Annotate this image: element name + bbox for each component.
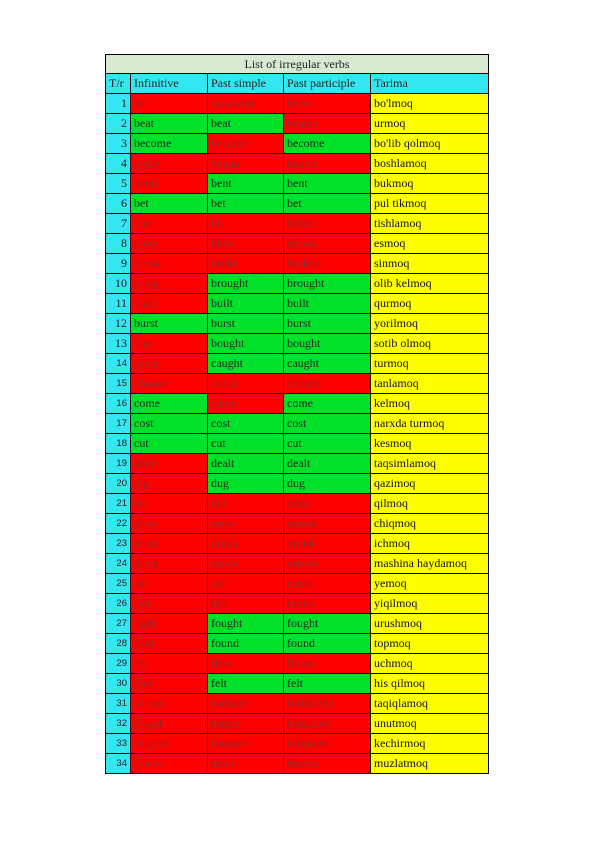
past-simple-cell: came [208,394,284,414]
translation-cell: boshlamoq [371,154,489,174]
infinitive-cell: catch [131,354,208,374]
table-title: List of irregular verbs [106,55,489,74]
translation-cell: kelmoq [371,394,489,414]
past-simple-cell: drew [208,514,284,534]
past-simple-cell: fell [208,594,284,614]
table-row [106,274,489,294]
translation-cell: taqiqlamoq [371,694,489,714]
past-participle-cell: been [284,94,371,114]
infinitive-cell: dig [131,474,208,494]
row-number-cell: 5 [106,174,131,194]
past-simple-cell: became [208,134,284,154]
infinitive-cell: be [131,94,208,114]
translation-cell: ichmoq [371,534,489,554]
table-row [106,254,489,274]
past-participle-cell: driven [284,554,371,574]
row-number-cell: 21 [106,494,131,514]
row-number-cell: 17 [106,414,131,434]
past-participle-cell: forgiven [284,734,371,754]
translation-cell: kesmoq [371,434,489,454]
row-number-cell: 14 [106,354,131,374]
past-simple-cell: burst [208,314,284,334]
header-past-participle: Past participle [284,74,371,94]
row-number-cell: 26 [106,594,131,614]
table-row [106,154,489,174]
infinitive-cell: drink [131,534,208,554]
past-simple-cell: ate [208,574,284,594]
infinitive-cell: cut [131,434,208,454]
row-number-cell: 22 [106,514,131,534]
translation-cell: olib kelmoq [371,274,489,294]
row-number-cell: 20 [106,474,131,494]
table-row [106,614,489,634]
row-number-cell: 16 [106,394,131,414]
past-participle-cell: fallen [284,594,371,614]
translation-cell: turmoq [371,354,489,374]
past-participle-cell: done [284,494,371,514]
row-number-cell: 11 [106,294,131,314]
past-participle-cell: frozen [284,754,371,774]
table-row [106,214,489,234]
translation-cell: urmoq [371,114,489,134]
row-number-cell: 29 [106,654,131,674]
translation-cell: esmoq [371,234,489,254]
row-number-cell: 28 [106,634,131,654]
infinitive-cell: freeze [131,754,208,774]
infinitive-cell: bite [131,214,208,234]
past-simple-cell: caught [208,354,284,374]
past-simple-cell: forgot [208,714,284,734]
past-participle-cell: bought [284,334,371,354]
past-simple-cell: bit [208,214,284,234]
translation-cell: pul tikmoq [371,194,489,214]
header-number: T/r [106,74,131,94]
infinitive-cell: do [131,494,208,514]
table-row [106,414,489,434]
translation-cell: topmoq [371,634,489,654]
past-participle-cell: chosen [284,374,371,394]
past-participle-cell: built [284,294,371,314]
table-row [106,754,489,774]
infinitive-cell: build [131,294,208,314]
table-row [106,674,489,694]
translation-cell: tanlamoq [371,374,489,394]
past-simple-cell: did [208,494,284,514]
row-number-cell: 13 [106,334,131,354]
past-simple-cell: forbade [208,694,284,714]
past-participle-cell: beaten [284,114,371,134]
header-past-simple: Past simple [208,74,284,94]
past-simple-cell: bet [208,194,284,214]
infinitive-cell: forgive [131,734,208,754]
infinitive-cell: begin [131,154,208,174]
past-simple-cell: chose [208,374,284,394]
translation-cell: kechirmoq [371,734,489,754]
row-number-cell: 31 [106,694,131,714]
translation-cell: bo'lib qolmoq [371,134,489,154]
past-participle-cell: come [284,394,371,414]
table-row [106,314,489,334]
translation-cell: chiqmoq [371,514,489,534]
infinitive-cell: become [131,134,208,154]
past-simple-cell: dealt [208,454,284,474]
table-row [106,514,489,534]
past-simple-cell: bent [208,174,284,194]
table-row [106,114,489,134]
row-number-cell: 27 [106,614,131,634]
table-body [106,55,489,774]
row-number-cell: 19 [106,454,131,474]
translation-cell: urushmoq [371,614,489,634]
past-participle-cell: caught [284,354,371,374]
past-simple-cell: drank [208,534,284,554]
past-participle-cell: bent [284,174,371,194]
infinitive-cell: buy [131,334,208,354]
past-simple-cell: cut [208,434,284,454]
table-row [106,94,489,114]
translation-cell: qazimoq [371,474,489,494]
translation-cell: yiqilmoq [371,594,489,614]
translation-cell: qilmoq [371,494,489,514]
infinitive-cell: deal [131,454,208,474]
past-simple-cell: was/were [208,94,284,114]
past-participle-cell: bitten [284,214,371,234]
table-row [106,474,489,494]
past-participle-cell: fought [284,614,371,634]
infinitive-cell: draw [131,514,208,534]
past-simple-cell: blew [208,234,284,254]
table-row [106,734,489,754]
infinitive-cell: choose [131,374,208,394]
table-row [106,294,489,314]
row-number-cell: 34 [106,754,131,774]
translation-cell: yorilmoq [371,314,489,334]
row-number-cell: 6 [106,194,131,214]
infinitive-cell: drive [131,554,208,574]
row-number-cell: 15 [106,374,131,394]
table-row [106,494,489,514]
table-row [106,134,489,154]
row-number-cell: 3 [106,134,131,154]
translation-cell: unutmoq [371,714,489,734]
past-simple-cell: forgave [208,734,284,754]
past-participle-cell: eaten [284,574,371,594]
past-participle-cell: burst [284,314,371,334]
past-participle-cell: broken [284,254,371,274]
past-simple-cell: dug [208,474,284,494]
translation-cell: taqsimlamoq [371,454,489,474]
past-participle-cell: flown [284,654,371,674]
infinitive-cell: cost [131,414,208,434]
past-participle-cell: dug [284,474,371,494]
past-participle-cell: cut [284,434,371,454]
infinitive-cell: forget [131,714,208,734]
past-simple-cell: brought [208,274,284,294]
row-number-cell: 4 [106,154,131,174]
past-participle-cell: forgotten [284,714,371,734]
past-participle-cell: drunk [284,534,371,554]
past-participle-cell: become [284,134,371,154]
table-row [106,574,489,594]
past-participle-cell: bet [284,194,371,214]
table-row [106,194,489,214]
translation-cell: narxda turmoq [371,414,489,434]
infinitive-cell: bring [131,274,208,294]
table-row [106,434,489,454]
infinitive-cell: come [131,394,208,414]
past-participle-cell: drawn [284,514,371,534]
translation-cell: uchmoq [371,654,489,674]
past-participle-cell: blown [284,234,371,254]
row-number-cell: 9 [106,254,131,274]
translation-cell: sotib olmoq [371,334,489,354]
past-simple-cell: built [208,294,284,314]
row-number-cell: 24 [106,554,131,574]
row-number-cell: 12 [106,314,131,334]
past-participle-cell: cost [284,414,371,434]
table-row [106,714,489,734]
past-simple-cell: cost [208,414,284,434]
row-number-cell: 10 [106,274,131,294]
infinitive-cell: feel [131,674,208,694]
row-number-cell: 18 [106,434,131,454]
table-row [106,654,489,674]
row-number-cell: 8 [106,234,131,254]
table-row [106,394,489,414]
past-simple-cell: fought [208,614,284,634]
past-simple-cell: felt [208,674,284,694]
past-simple-cell: began [208,154,284,174]
infinitive-cell: fly [131,654,208,674]
table-row [106,594,489,614]
past-simple-cell: beat [208,114,284,134]
table-row [106,554,489,574]
past-participle-cell: brought [284,274,371,294]
infinitive-cell: find [131,634,208,654]
translation-cell: yemoq [371,574,489,594]
infinitive-cell: bet [131,194,208,214]
row-number-cell: 32 [106,714,131,734]
table-row [106,374,489,394]
table-row [106,334,489,354]
table-row [106,354,489,374]
past-simple-cell: flew [208,654,284,674]
table-row [106,634,489,654]
infinitive-cell: bend [131,174,208,194]
past-participle-cell: dealt [284,454,371,474]
table-row [106,454,489,474]
past-simple-cell: drove [208,554,284,574]
translation-cell: his qilmoq [371,674,489,694]
translation-cell: bo'lmoq [371,94,489,114]
past-participle-cell: felt [284,674,371,694]
translation-cell: mashina haydamoq [371,554,489,574]
table-title-row [106,55,489,74]
translation-cell: qurmoq [371,294,489,314]
row-number-cell: 23 [106,534,131,554]
infinitive-cell: beat [131,114,208,134]
past-simple-cell: bought [208,334,284,354]
translation-cell: muzlatmoq [371,754,489,774]
past-simple-cell: broke [208,254,284,274]
infinitive-cell: forbid [131,694,208,714]
table-row [106,234,489,254]
row-number-cell: 33 [106,734,131,754]
past-simple-cell: found [208,634,284,654]
table-row [106,534,489,554]
row-number-cell: 2 [106,114,131,134]
table-header-row [106,74,489,94]
infinitive-cell: burst [131,314,208,334]
infinitive-cell: blow [131,234,208,254]
irregular-verbs-table [105,54,489,774]
translation-cell: sinmoq [371,254,489,274]
infinitive-cell: fall [131,594,208,614]
infinitive-cell: eat [131,574,208,594]
row-number-cell: 30 [106,674,131,694]
past-participle-cell: begun [284,154,371,174]
header-translation: Tarima [371,74,489,94]
table-row [106,694,489,714]
infinitive-cell: fight [131,614,208,634]
past-participle-cell: found [284,634,371,654]
past-participle-cell: forbidden [284,694,371,714]
translation-cell: tishlamoq [371,214,489,234]
past-simple-cell: froze [208,754,284,774]
header-infinitive: Infinitive [131,74,208,94]
row-number-cell: 7 [106,214,131,234]
table-row [106,174,489,194]
row-number-cell: 1 [106,94,131,114]
row-number-cell: 25 [106,574,131,594]
infinitive-cell: break [131,254,208,274]
translation-cell: bukmoq [371,174,489,194]
